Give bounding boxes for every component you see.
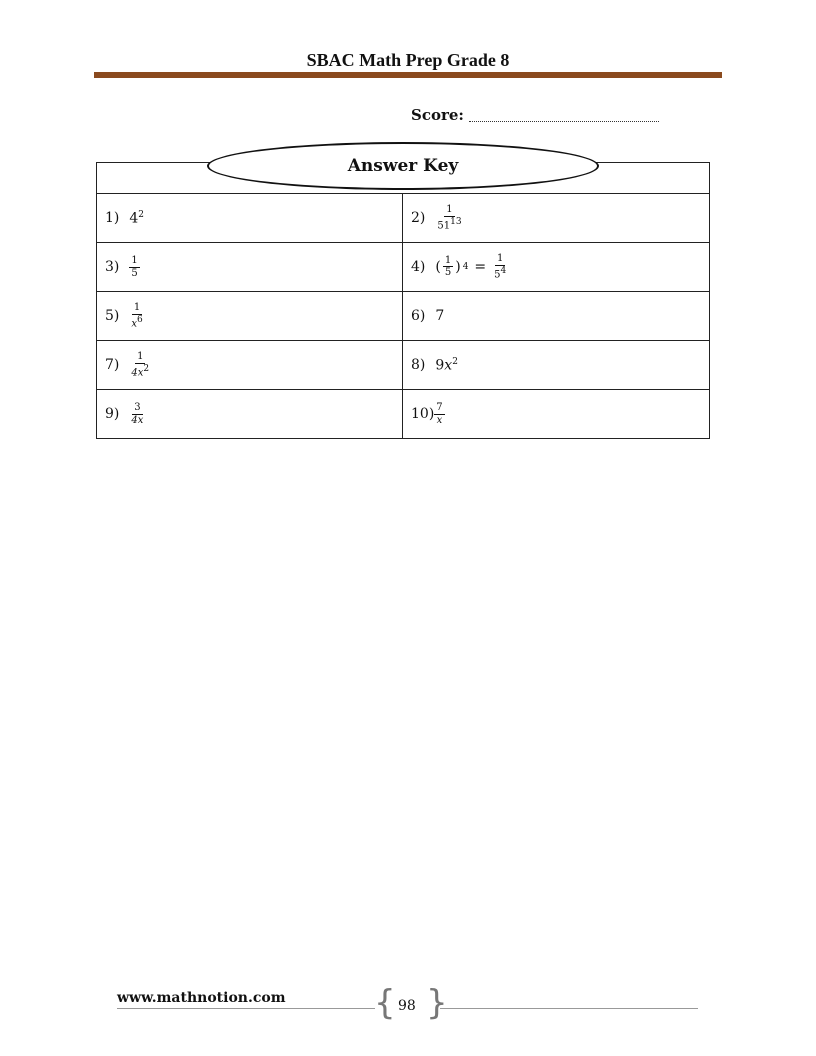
answer-cell-4: 4) ( $\frac{1}{5}$ ) 4 = $\frac{1}{5^4}$	[411, 253, 507, 281]
table-row	[97, 341, 709, 390]
score-label: Score:	[411, 106, 464, 124]
table-row	[97, 292, 709, 341]
answer-key-table	[96, 162, 710, 439]
answer-3-fraction: $\frac{1}{5}$	[131, 255, 138, 279]
answer-cell-3: 3) $\frac{1}{5}$	[97, 243, 403, 291]
answer-cell-9: 9) $\frac{3}{4x}$	[97, 390, 403, 438]
answer-4-expression: ( $\frac{1}{5}$ ) 4 = $\frac{1}{5^4}$	[435, 253, 507, 281]
answer-2-fraction: $\frac{1}{51^{13}}$	[437, 204, 462, 232]
page-number: 98	[398, 998, 416, 1014]
answer-key-title-badge	[207, 142, 599, 190]
score-blank-line	[469, 121, 659, 122]
answer-cell-1: 1) $4^2$	[97, 194, 403, 242]
footer-url: www.mathnotion.com	[117, 990, 286, 1006]
answer-cell-7: 7) $\frac{1}{4x^2}$	[97, 341, 403, 389]
answer-cell-8: 8) $9x^2$	[411, 356, 458, 374]
answer-cell-6: 6) 7	[411, 308, 445, 324]
answer-cell-5: 5) $\frac{1}{x^6}$	[97, 292, 403, 340]
answer-1: $4^2$	[129, 209, 145, 227]
footer-divider-left	[117, 1008, 375, 1009]
page-header-title: SBAC Math Prep Grade 8	[306, 50, 510, 70]
answer-9-fraction: $\frac{3}{4x}$	[131, 402, 144, 426]
right-brace-icon: }	[426, 983, 448, 1023]
answer-cell-2: 2) $\frac{1}{51^{13}}$	[411, 204, 462, 232]
footer-divider-right	[440, 1008, 698, 1009]
answer-cell-10: 10) $\frac{7}{x}$	[411, 402, 443, 426]
table-row	[97, 390, 709, 438]
header-divider	[94, 72, 722, 78]
answer-8: $9x^2$	[435, 356, 458, 374]
answer-7-fraction: $\frac{1}{4x^2}$	[131, 351, 150, 379]
answer-5-fraction: $\frac{1}{x^6}$	[131, 302, 143, 330]
answer-10-fraction: $\frac{7}{x}$	[436, 402, 443, 426]
answer-6: 7	[435, 308, 445, 324]
left-brace-icon: {	[374, 983, 396, 1023]
answer-key-title: Answer Key	[347, 156, 459, 176]
table-row	[97, 243, 709, 292]
table-row	[97, 194, 709, 243]
